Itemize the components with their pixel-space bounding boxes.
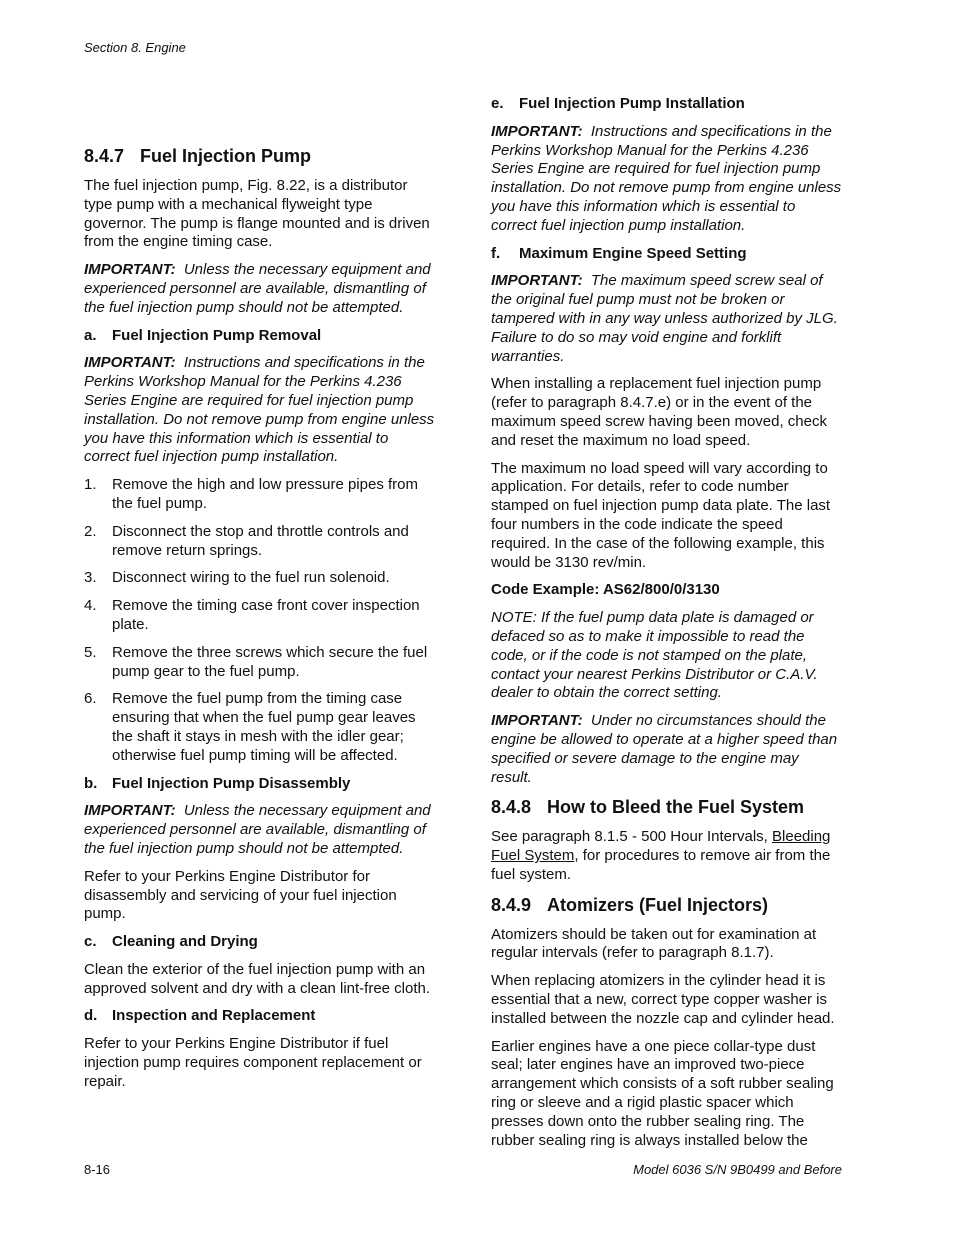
section-number: 8.4.8 <box>491 797 532 818</box>
subheading-letter: a. <box>84 326 97 344</box>
important-note-6 <box>491 712 843 787</box>
bleeding-fuel-system-link[interactable]: Bleeding Fuel System <box>491 828 831 865</box>
list-item <box>84 523 436 561</box>
important-text: Instructions and specifications in the Perkins Workshop Manual for the Perkins 4.236 Series Engine are required for fuel injection pump installation. Do not remove pump from engine unless you have this information which is essential to correct fuel injection pump installation. <box>84 354 435 466</box>
model-footer: Model 6036 S/N 9B0499 and Before <box>633 1162 842 1177</box>
subheading-b <box>84 775 436 794</box>
subheading-c <box>84 933 436 952</box>
bleed-text-post: , for procedures to remove air from the fuel system. <box>491 847 831 883</box>
subheading-letter: c. <box>84 933 97 951</box>
subheading-title: Fuel Injection Pump Removal <box>112 326 322 344</box>
list-item <box>84 644 436 682</box>
step-text: Disconnect wiring to the fuel run solenoid. <box>112 569 390 587</box>
important-label: IMPORTANT: <box>84 354 176 372</box>
section-title: Atomizers (Fuel Injectors) <box>547 894 769 915</box>
subheading-title: Maximum Engine Speed Setting <box>519 244 747 262</box>
important-text: The maximum speed screw seal of the original fuel pump must not be broken or tampered with in any way unless authorized by JLG. Failure to do so may void engine and forklift warranties. <box>491 272 838 365</box>
step-number: 1. <box>84 476 97 494</box>
atomizers-paragraph-1: Atomizers should be taken out for examination at regular intervals (refer to paragraph 8.1.7). <box>491 925 817 962</box>
right-column <box>491 95 843 1159</box>
section-number: 8.4.7 <box>84 146 125 166</box>
removal-steps <box>84 476 436 765</box>
replacement-paragraph: When installing a replacement fuel injection pump (refer to paragraph 8.4.7.e) or in the event of the maximum speed screw having been moved, check and reset the maximum no load speed. <box>491 375 827 449</box>
note-paragraph: NOTE: If the fuel pump data plate is damaged or defaced so as to make it impossible to read the code, or if the code is not stamped on the plate, contact your nearest Perkins Distributor or C.A.V. dealer to obtain the correct setting. <box>491 609 818 702</box>
section-heading-8-4-9 <box>491 894 843 916</box>
list-item <box>84 690 436 765</box>
bleed-text-pre: See paragraph 8.1.5 - 500 Hour Intervals, <box>491 828 773 846</box>
intro-paragraph: The fuel injection pump, Fig. 8.22, is a distributor type pump with a mechanical flyweight type governor. The pump is flange mounted and is driven from the engine timing case. <box>84 177 430 251</box>
subheading-f <box>491 245 843 264</box>
subheading-d <box>84 1007 436 1026</box>
important-label: IMPORTANT: <box>491 122 583 140</box>
important-note-2 <box>84 354 436 467</box>
cleaning-paragraph: Clean the exterior of the fuel injection pump with an approved solvent and dry with a clean lint-free cloth. <box>84 960 431 997</box>
step-number: 6. <box>84 690 97 708</box>
important-text: Instructions and specifications in the Perkins Workshop Manual for the Perkins 4.236 Series Engine are required for fuel injection pump installation. Do not remove pump from engine unless you have this information which is essential to correct fuel injection pump installation. <box>491 122 842 234</box>
bleed-paragraph <box>491 828 843 884</box>
step-number: 3. <box>84 569 97 587</box>
important-note-4 <box>491 123 843 236</box>
section-title: Fuel Injection Pump <box>140 146 312 166</box>
subheading-e <box>491 95 843 114</box>
section-heading-8-4-7 <box>84 145 436 167</box>
important-label: IMPORTANT: <box>491 272 583 290</box>
code-example: Code Example: AS62/800/0/3130 <box>491 581 720 599</box>
step-text: Remove the fuel pump from the timing case ensuring that when the fuel pump gear leaves the shaft it stays in mesh with the idler gear; otherwise fuel pump timing will be affected. <box>112 690 416 764</box>
subheading-title: Fuel Injection Pump Disassembly <box>112 774 351 792</box>
important-text: Under no circumstances should the engine be allowed to operate at a higher speed than specified or severe damage to the engine may result. <box>491 712 838 786</box>
list-item <box>84 597 436 635</box>
subheading-title: Fuel Injection Pump Installation <box>519 95 745 112</box>
important-label: IMPORTANT: <box>84 261 176 279</box>
section-number: 8.4.9 <box>491 894 532 915</box>
list-item <box>84 569 436 588</box>
important-text: Unless the necessary equipment and experienced personnel are available, dismantling of the fuel injection pump should not be attempted. <box>84 261 431 316</box>
section-heading-8-4-8 <box>491 796 843 818</box>
section-title: How to Bleed the Fuel System <box>547 797 805 818</box>
important-note-3 <box>84 802 436 858</box>
step-text: Disconnect the stop and throttle controls and remove return springs. <box>112 522 409 559</box>
atomizers-paragraph-2: When replacing atomizers in the cylinder head it is essential that a new, correct type copper washer is installed between the nozzle cap and cylinder head. <box>491 972 835 1027</box>
important-note-5 <box>491 272 843 366</box>
important-label: IMPORTANT: <box>84 802 176 820</box>
page-number: 8-16 <box>84 1162 111 1177</box>
important-note-1 <box>84 261 436 317</box>
disassembly-paragraph: Refer to your Perkins Engine Distributor for disassembly and servicing of your fuel injection pump. <box>84 867 397 923</box>
list-item <box>84 476 436 514</box>
subheading-title: Cleaning and Drying <box>112 933 258 951</box>
important-text: Unless the necessary equipment and experienced personnel are available, dismantling of the fuel injection pump should not be attempted. <box>84 802 431 857</box>
step-number: 4. <box>84 597 97 615</box>
step-number: 2. <box>84 522 97 540</box>
running-header: Section 8. Engine <box>84 40 186 55</box>
step-text: Remove the high and low pressure pipes from the fuel pump. <box>112 476 418 512</box>
no-load-speed-paragraph: The maximum no load speed will vary according to application. For details, refer to code number stamped on fuel injection pump data plate. The last four numbers in the code indicate the speed required. In the case of the following example, this would be 3130 rev/min. <box>491 459 831 571</box>
step-number: 5. <box>84 643 97 661</box>
atomizers-paragraph-3: Earlier engines have a one piece collar-type dust seal; later engines have an improved two-piece arrangement which consists of a soft rubber sealing ring or sleeve and a rigid plastic spacer which presses down onto the rubber sealing ring. The rubber sealing ring is always installed below the <box>491 1037 834 1149</box>
step-text: Remove the three screws which secure the fuel pump gear to the fuel pump. <box>112 643 428 680</box>
subheading-letter: d. <box>84 1007 98 1025</box>
important-label: IMPORTANT: <box>491 712 583 730</box>
subheading-letter: b. <box>84 774 98 792</box>
subheading-letter: f. <box>491 244 501 262</box>
subheading-title: Inspection and Replacement <box>112 1007 316 1025</box>
subheading-a <box>84 327 436 346</box>
inspection-paragraph: Refer to your Perkins Engine Distributor if fuel injection pump requires component replacement or repair. <box>84 1035 422 1090</box>
subheading-letter: e. <box>491 95 504 112</box>
left-column <box>84 145 436 1101</box>
step-text: Remove the timing case front cover inspection plate. <box>112 597 420 633</box>
